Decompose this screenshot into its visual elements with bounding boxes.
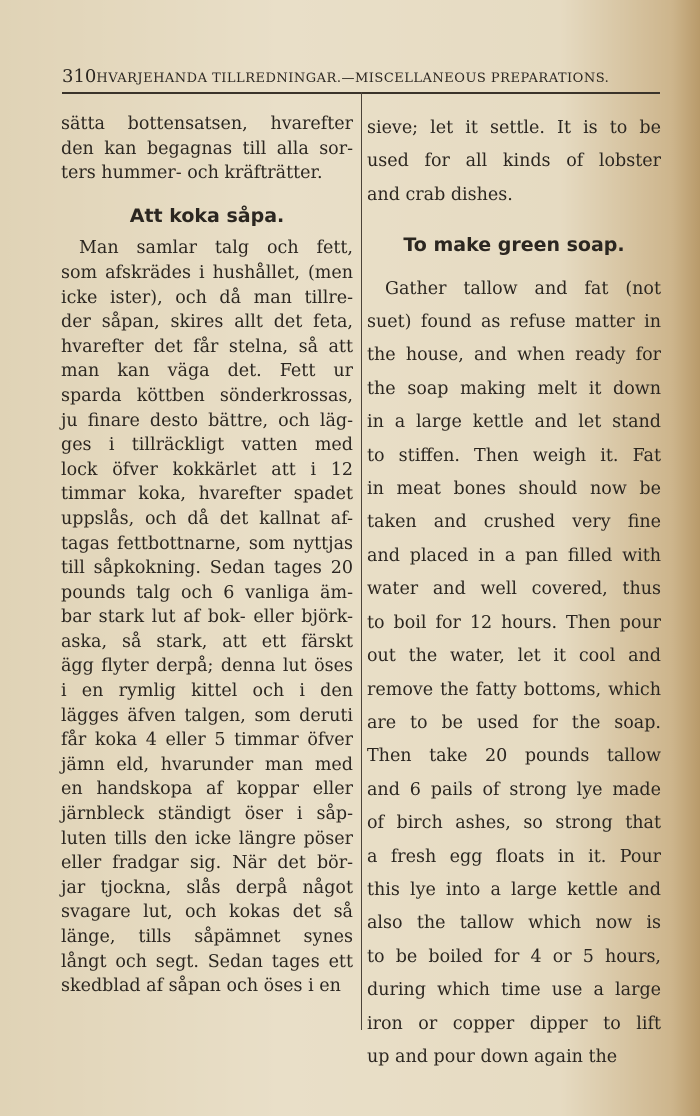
text-line: hvarefter det får stelna, så att xyxy=(61,336,353,357)
text-line: a fresh egg floats in it. Pour xyxy=(367,846,661,867)
text-line: Then take 20 pounds tallow xyxy=(367,746,661,767)
text-line: sieve; let it settle. It is to be xyxy=(367,118,661,138)
swedish-heading: Att koka såpa. xyxy=(129,204,285,227)
text-line: luten tills den icke längre pöser xyxy=(61,828,353,849)
text-line: i en rymlig kittel och i den xyxy=(61,681,353,702)
text-line: järnbleck ständigt öser i såp- xyxy=(61,804,353,825)
text-line: man kan väga det. Fett ur xyxy=(61,361,353,382)
text-line: and placed in a pan filled with xyxy=(367,545,661,566)
text-line: iron or copper dipper to lift xyxy=(367,1013,661,1034)
text-line: lock öfver kokkärlet att i 12 xyxy=(61,459,353,480)
text-line: som afskrädes i hushållet, (men xyxy=(61,262,353,283)
text-line: skedblad af såpan och öses i en xyxy=(61,976,341,997)
text-line: ju finare desto bättre, och läg- xyxy=(61,410,353,431)
text-line: during which time use a large xyxy=(367,980,661,1001)
text-line: får koka 4 eller 5 timmar öfver xyxy=(61,730,353,751)
text-line: used for all kinds of lobster xyxy=(367,151,661,172)
text-line: uppslås, och då det kallnat af- xyxy=(61,508,353,529)
text-line: svagare lut, och kokas det så xyxy=(61,902,353,923)
text-line: water and well covered, thus xyxy=(367,579,661,600)
text-line: in meat bones should now be xyxy=(367,479,661,500)
text-line: till såpkokning. Sedan tages 20 xyxy=(61,558,353,579)
text-line: suet) found as refuse matter in xyxy=(367,312,661,333)
text-line: to be boiled for 4 or 5 hours, xyxy=(367,946,661,967)
text-line: ges i tillräckligt vatten med xyxy=(61,435,353,456)
text-line: remove the fatty bottoms, which xyxy=(367,679,661,700)
text-line: and crab dishes. xyxy=(367,184,513,205)
page-number: 310 xyxy=(62,66,97,87)
text-line: långt och segt. Sedan tages ett xyxy=(61,951,353,972)
text-line: of birch ashes, so strong that xyxy=(367,813,661,834)
text-line: are to be used for the soap. xyxy=(367,712,661,733)
text-line: jämn eld, hvarunder man med xyxy=(61,754,353,775)
text-line: timmar koka, hvarefter spadet xyxy=(61,484,353,505)
text-line: icke ister), och då man tillre- xyxy=(61,287,353,308)
text-line: bar stark lut af bok- eller björk- xyxy=(61,607,353,628)
text-line: and 6 pails of strong lye made xyxy=(367,779,661,800)
text-line: out the water, let it cool and xyxy=(367,646,661,667)
text-line: pounds talg och 6 vanliga äm- xyxy=(61,582,353,603)
running-header xyxy=(62,66,668,87)
text-line: länge, tills såpämnet synes xyxy=(61,927,353,947)
text-line: den kan begagnas till alla sor- xyxy=(61,138,353,159)
text-line: taken and crushed very fine xyxy=(367,512,661,533)
text-line: der såpan, skires allt det feta, xyxy=(61,312,353,333)
text-line: jar tjockna, slås derpå något xyxy=(61,877,353,898)
text-line: aska, så stark, att ett färskt xyxy=(61,631,353,652)
text-line: lägges äfven talgen, som deruti xyxy=(61,705,353,726)
running-title: HVARJEHANDA TILLREDNINGAR.—MISCELLANEOUS PREPARATIONS. xyxy=(96,71,610,86)
swedish-body-paragraph xyxy=(61,236,353,998)
text-line: also the tallow which now is xyxy=(367,913,661,934)
text-line: the soap making melt it down xyxy=(367,378,661,399)
text-line: eller fradgar sig. När det bör- xyxy=(61,853,353,874)
english-heading: To make green soap. xyxy=(403,234,625,257)
text-line: ägg flyter derpå; denna lut öses xyxy=(61,656,353,677)
text-line: to boil for 12 hours. Then pour xyxy=(367,612,661,633)
english-body-paragraph xyxy=(367,273,661,1075)
swedish-column xyxy=(61,112,353,999)
text-line: ters hummer- och kräfträtter. xyxy=(61,163,323,184)
text-line: the house, and when ready for xyxy=(367,345,661,366)
column-divider xyxy=(361,92,362,1030)
text-line: up and pour down again the xyxy=(367,1046,618,1067)
text-line: sätta bottensatsen, hvarefter xyxy=(61,114,353,134)
text-line: sparda köttben sönderkrossas, xyxy=(61,385,353,406)
text-line: in a large kettle and let stand xyxy=(367,412,661,433)
text-line: this lye into a large kettle and xyxy=(367,879,661,900)
text-line: to stiffen. Then weigh it. Fat xyxy=(367,445,661,466)
text-line: Man samlar talg och fett, xyxy=(79,238,353,259)
swedish-intro-paragraph xyxy=(61,112,353,186)
text-line: tagas fettbottnarne, som nyttjas xyxy=(61,533,353,554)
english-intro-paragraph xyxy=(367,112,661,212)
english-column xyxy=(367,112,661,1074)
text-line: Gather tallow and fat (not xyxy=(385,278,661,299)
text-line: en handskopa af koppar eller xyxy=(61,779,353,800)
